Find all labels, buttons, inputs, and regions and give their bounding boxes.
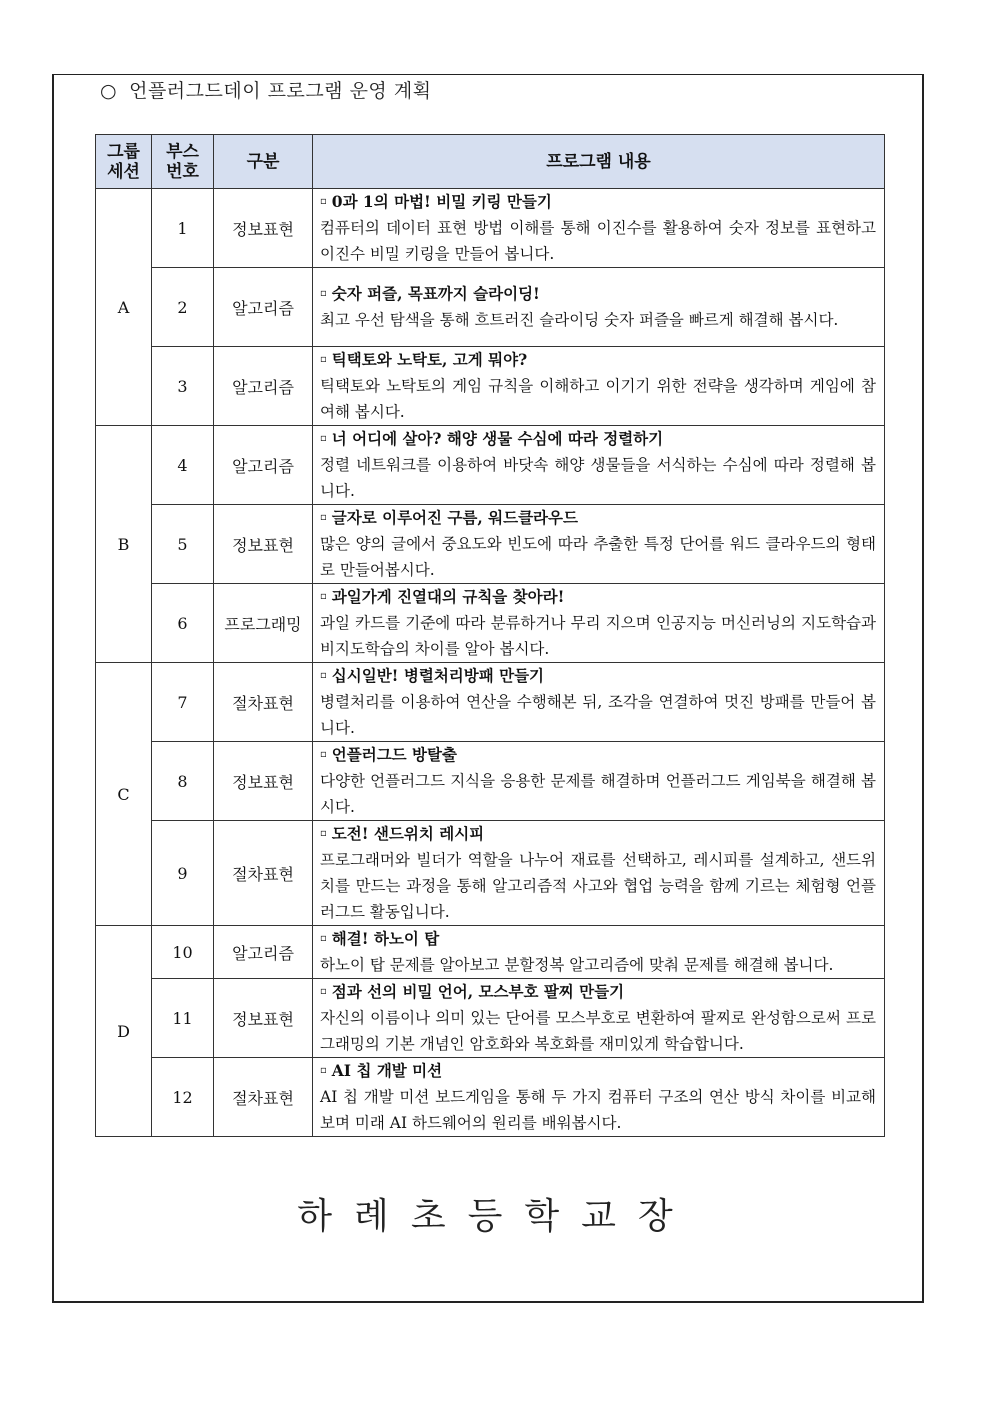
booth-number-cell: 11 bbox=[152, 979, 214, 1058]
table-row bbox=[96, 347, 885, 426]
program-title bbox=[320, 1058, 876, 1084]
program-content-cell bbox=[313, 742, 885, 821]
program-title-text: 과일가게 진열대의 규칙을 찾아라! bbox=[331, 587, 565, 606]
table-row bbox=[96, 426, 885, 505]
school-principal-signature: 하례초등학교장 bbox=[297, 1196, 695, 1237]
table-row bbox=[96, 1058, 885, 1137]
category-cell: 알고리즘 bbox=[214, 268, 313, 347]
category-cell: 알고리즘 bbox=[214, 426, 313, 505]
table-body bbox=[96, 189, 885, 1137]
program-content-cell bbox=[313, 663, 885, 742]
program-title-text: 도전! 샌드위치 레시피 bbox=[331, 824, 485, 843]
program-title-text: AI 칩 개발 미션 bbox=[331, 1061, 443, 1080]
category-cell: 절차표현 bbox=[214, 663, 313, 742]
program-description: AI 칩 개발 미션 보드게임을 통해 두 가지 컴퓨터 구조의 연산 방식 차이를 비교해보며 미래 AI 하드웨어의 원리를 배워봅시다. bbox=[320, 1088, 876, 1132]
program-title-text: 글자로 이루어진 구름, 워드클라우드 bbox=[331, 508, 578, 527]
program-title bbox=[320, 663, 876, 689]
program-title bbox=[320, 347, 876, 373]
header-group-session: 그룹 세션 bbox=[96, 135, 152, 189]
square-bullet-icon: ▫ bbox=[320, 591, 327, 602]
table-row bbox=[96, 979, 885, 1058]
table-row bbox=[96, 663, 885, 742]
program-description: 많은 양의 글에서 중요도와 빈도에 따라 추출한 특정 단어를 워드 클라우드의 형태로 만들어봅시다. bbox=[320, 535, 876, 579]
category-cell: 알고리즘 bbox=[214, 926, 313, 979]
program-title bbox=[320, 926, 876, 952]
program-description: 컴퓨터의 데이터 표현 방법 이해를 통해 이진수를 활용하여 숫자 정보를 표현하고 이진수 비밀 키링을 만들어 봅니다. bbox=[320, 219, 876, 263]
program-title-text: 십시일반! 병렬처리방패 만들기 bbox=[331, 666, 545, 685]
program-content-cell bbox=[313, 347, 885, 426]
table-row bbox=[96, 821, 885, 926]
category-cell: 알고리즘 bbox=[214, 347, 313, 426]
header-program-content: 프로그램 내용 bbox=[313, 135, 885, 189]
square-bullet-icon: ▫ bbox=[320, 986, 327, 997]
booth-number-cell: 7 bbox=[152, 663, 214, 742]
table-row bbox=[96, 505, 885, 584]
program-title bbox=[320, 821, 876, 847]
square-bullet-icon: ▫ bbox=[320, 828, 327, 839]
program-description: 틱택토와 노탁토의 게임 규칙을 이해하고 이기기 위한 전략을 생각하며 게임에 참여해 봅시다. bbox=[320, 377, 876, 421]
booth-number-cell: 9 bbox=[152, 821, 214, 926]
square-bullet-icon: ▫ bbox=[320, 354, 327, 365]
booth-number-cell: 3 bbox=[152, 347, 214, 426]
group-session-cell: B bbox=[96, 426, 152, 663]
group-session-cell: D bbox=[96, 926, 152, 1137]
program-title bbox=[320, 426, 876, 452]
square-bullet-icon: ▫ bbox=[320, 196, 327, 207]
category-cell: 절차표현 bbox=[214, 821, 313, 926]
program-content-cell bbox=[313, 189, 885, 268]
square-bullet-icon: ▫ bbox=[320, 433, 327, 444]
category-cell: 절차표현 bbox=[214, 1058, 313, 1137]
category-cell: 정보표현 bbox=[214, 742, 313, 821]
program-title-text: 해결! 하노이 탑 bbox=[331, 929, 440, 948]
booth-number-cell: 2 bbox=[152, 268, 214, 347]
booth-number-cell: 6 bbox=[152, 584, 214, 663]
program-content-cell bbox=[313, 926, 885, 979]
table-row bbox=[96, 926, 885, 979]
square-bullet-icon: ▫ bbox=[320, 512, 327, 523]
program-description: 과일 카드를 기준에 따라 분류하거나 무리 지으며 인공지능 머신러닝의 지도학습과 비지도학습의 차이를 알아 봅시다. bbox=[320, 614, 876, 658]
program-description: 다양한 언플러그드 지식을 응용한 문제를 해결하며 언플러그드 게임북을 해결해 봅시다. bbox=[320, 772, 876, 816]
square-bullet-icon: ▫ bbox=[320, 933, 327, 944]
program-title-text: 언플러그드 방탈출 bbox=[331, 745, 457, 764]
program-description: 자신의 이름이나 의미 있는 단어를 모스부호로 변환하여 팔찌로 완성함으로써 프로그래밍의 기본 개념인 암호화와 복호화를 재미있게 학습합니다. bbox=[320, 1009, 876, 1053]
program-title-text: 너 어디에 살아? 해양 생물 수심에 따라 정렬하기 bbox=[331, 429, 664, 448]
table-row bbox=[96, 584, 885, 663]
circle-bullet-icon: ○ bbox=[100, 80, 118, 102]
group-session-cell: C bbox=[96, 663, 152, 926]
table-row bbox=[96, 268, 885, 347]
program-content-cell bbox=[313, 268, 885, 347]
plan-title: 언플러그드데이 프로그램 운영 계획 bbox=[129, 80, 432, 102]
group-session-cell: A bbox=[96, 189, 152, 426]
booth-number-cell: 1 bbox=[152, 189, 214, 268]
program-title bbox=[320, 189, 876, 215]
program-content-cell bbox=[313, 979, 885, 1058]
table-header-row bbox=[96, 135, 885, 189]
category-cell: 정보표현 bbox=[214, 189, 313, 268]
plan-heading bbox=[100, 76, 432, 103]
header-category: 구분 bbox=[214, 135, 313, 189]
table-row bbox=[96, 189, 885, 268]
program-content-cell bbox=[313, 1058, 885, 1137]
program-title-text: 숫자 퍼즐, 목표까지 슬라이딩! bbox=[331, 284, 540, 303]
booth-number-cell: 8 bbox=[152, 742, 214, 821]
table-row bbox=[96, 742, 885, 821]
category-cell: 정보표현 bbox=[214, 979, 313, 1058]
header-booth-number: 부스 번호 bbox=[152, 135, 214, 189]
square-bullet-icon: ▫ bbox=[320, 670, 327, 681]
program-title bbox=[320, 742, 876, 768]
program-description: 하노이 탑 문제를 알아보고 분할정복 알고리즘에 맞춰 문제를 해결해 봅니다. bbox=[320, 956, 834, 974]
booth-number-cell: 4 bbox=[152, 426, 214, 505]
square-bullet-icon: ▫ bbox=[320, 288, 327, 299]
booth-number-cell: 12 bbox=[152, 1058, 214, 1137]
square-bullet-icon: ▫ bbox=[320, 749, 327, 760]
square-bullet-icon: ▫ bbox=[320, 1065, 327, 1076]
category-cell: 정보표현 bbox=[214, 505, 313, 584]
booth-number-cell: 5 bbox=[152, 505, 214, 584]
program-title bbox=[320, 281, 876, 307]
category-cell: 프로그래밍 bbox=[214, 584, 313, 663]
booth-number-cell: 10 bbox=[152, 926, 214, 979]
program-description: 프로그래머와 빌더가 역할을 나누어 재료를 선택하고, 레시피를 설계하고, 샌드위치를 만드는 과정을 통해 알고리즘적 사고와 협업 능력을 함께 기르는 체험형 언플러그드 활동입니다. bbox=[320, 851, 876, 921]
program-description: 병렬처리를 이용하여 연산을 수행해본 뒤, 조각을 연결하여 멋진 방패를 만들어 봅니다. bbox=[320, 693, 876, 737]
program-title-text: 0과 1의 마법! 비밀 키링 만들기 bbox=[331, 192, 552, 211]
program-content-cell bbox=[313, 821, 885, 926]
program-title-text: 틱택토와 노탁토, 고게 뭐야? bbox=[331, 350, 528, 369]
program-content-cell bbox=[313, 426, 885, 505]
program-title bbox=[320, 584, 876, 610]
program-title bbox=[320, 505, 876, 531]
program-description: 정렬 네트워크를 이용하여 바닷속 해양 생물들을 서식하는 수심에 따라 정렬해 봅니다. bbox=[320, 456, 876, 500]
program-title bbox=[320, 979, 876, 1005]
program-table bbox=[95, 134, 885, 1137]
program-content-cell bbox=[313, 505, 885, 584]
program-content-cell bbox=[313, 584, 885, 663]
program-title-text: 점과 선의 비밀 언어, 모스부호 팔찌 만들기 bbox=[331, 982, 625, 1001]
program-description: 최고 우선 탐색을 통해 흐트러진 슬라이딩 숫자 퍼즐을 빠르게 해결해 봅시다. bbox=[320, 311, 839, 329]
